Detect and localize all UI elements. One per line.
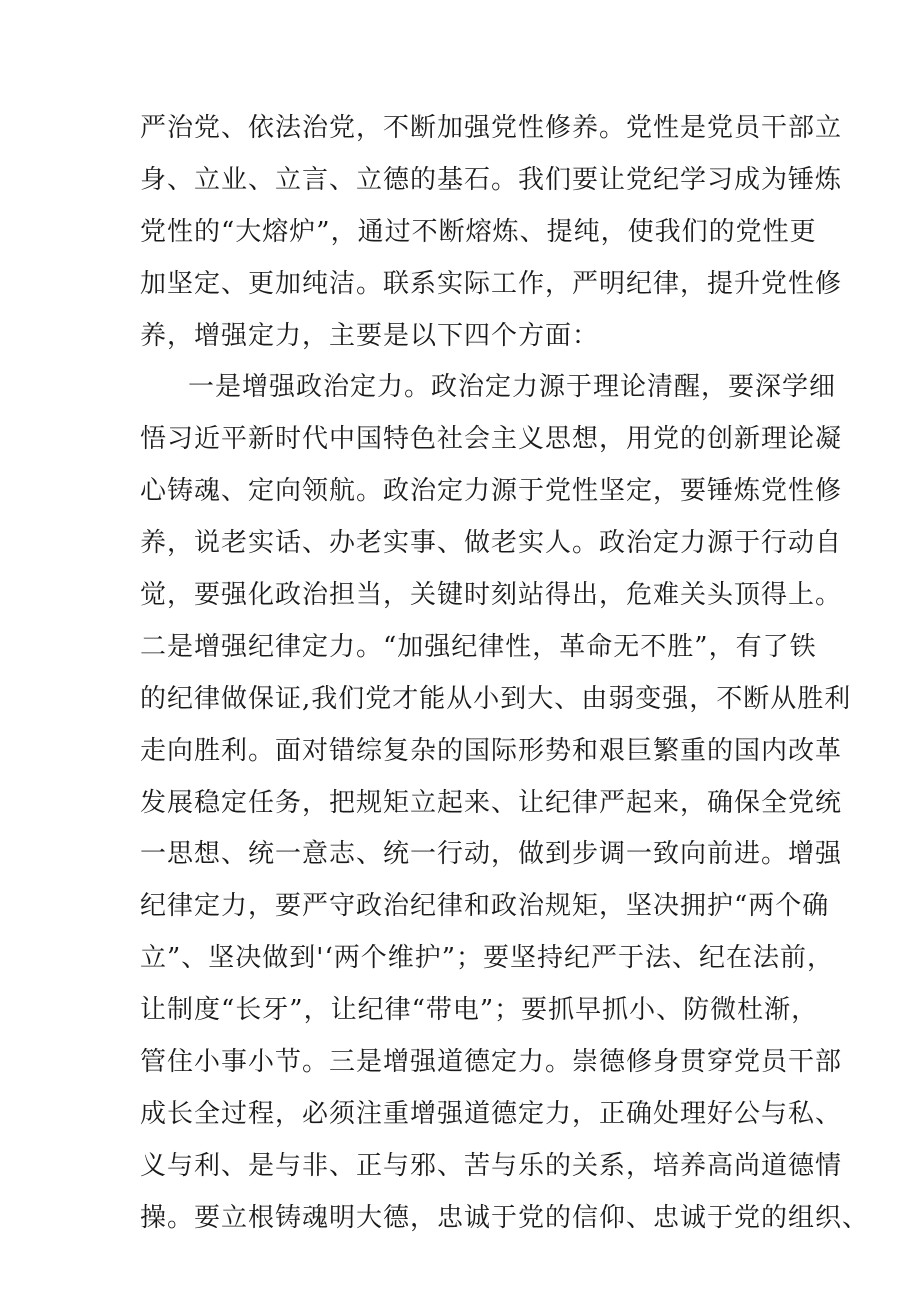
text-line-17: 立”、坚决做到'‘两个维护”；要坚持纪严于法、纪在法前， bbox=[140, 943, 834, 974]
text-line-12: 的纪律做保证,我们党才能从小到大、由弱变强，不断从胜利 bbox=[140, 683, 852, 714]
text-line-20: 成长全过程，必须注重增强道德定力，正确处理好公与私、 bbox=[140, 1098, 843, 1129]
text-line-9: 养，说老实话、办老实事、做老实人。政治定力源于行动自 bbox=[140, 528, 843, 559]
text-line-22: 操。要立根铸魂明大德，忠诚于党的信仰、忠诚于党的组织、 bbox=[140, 1202, 870, 1233]
text-line-11: 二是增强纪律定力。“加强纪律性，革命无不胜”，有了铁 bbox=[140, 631, 817, 662]
text-line-3: 党性的“大熔炉”，通过不断熔炼、提纯，使我们的党性更 bbox=[140, 216, 817, 247]
text-line-15: 一思想、统一意志、统一行动，做到步调一致向前进。增强 bbox=[140, 839, 843, 870]
text-line-10: 觉，要强化政治担当，关键时刻站得出，危难关头顶得上。 bbox=[140, 580, 843, 611]
body-text bbox=[140, 103, 870, 1245]
text-line-8: 心铸魂、定向领航。政治定力源于党性坚定，要锤炼党性修 bbox=[140, 476, 843, 507]
text-line-14: 发展稳定任务，把规矩立起来、让纪律严起来，确保全党统 bbox=[140, 787, 843, 818]
text-line-21: 义与利、是与非、正与邪、苦与乐的关系，培养高尚道德情 bbox=[140, 1150, 843, 1181]
text-line-13: 走向胜利。面对错综复杂的国际形势和艰巨繁重的国内改革 bbox=[140, 735, 843, 766]
text-line-1: 严治党、依法治党，不断加强党性修养。党性是党员干部立 bbox=[140, 113, 843, 143]
text-line-16: 纪律定力，要严守政治纪律和政治规矩，坚决拥护“两个确 bbox=[140, 891, 830, 922]
text-line-19: 管住小事小节。三是增强道德定力。崇德修身贯穿党员干部 bbox=[140, 1047, 843, 1078]
text-line-4: 加坚定、更加纯洁。联系实际工作，严明纪律，提升党性修 bbox=[140, 268, 843, 299]
text-line-18: 让制度“长牙”，让纪律“带电”；要抓早抓小、防微杜渐， bbox=[140, 995, 819, 1026]
text-line-6: 一是增强政治定力。政治定力源于理论清醒，要深学细 bbox=[188, 372, 837, 403]
text-line-7: 悟习近平新时代中国特色社会主义思想，用党的创新理论凝 bbox=[140, 424, 843, 455]
text-line-5: 养，增强定力，主要是以下四个方面： bbox=[140, 320, 600, 351]
text-line-2: 身、立业、立言、立德的基石。我们要让党纪学习成为锤炼 bbox=[140, 164, 843, 195]
